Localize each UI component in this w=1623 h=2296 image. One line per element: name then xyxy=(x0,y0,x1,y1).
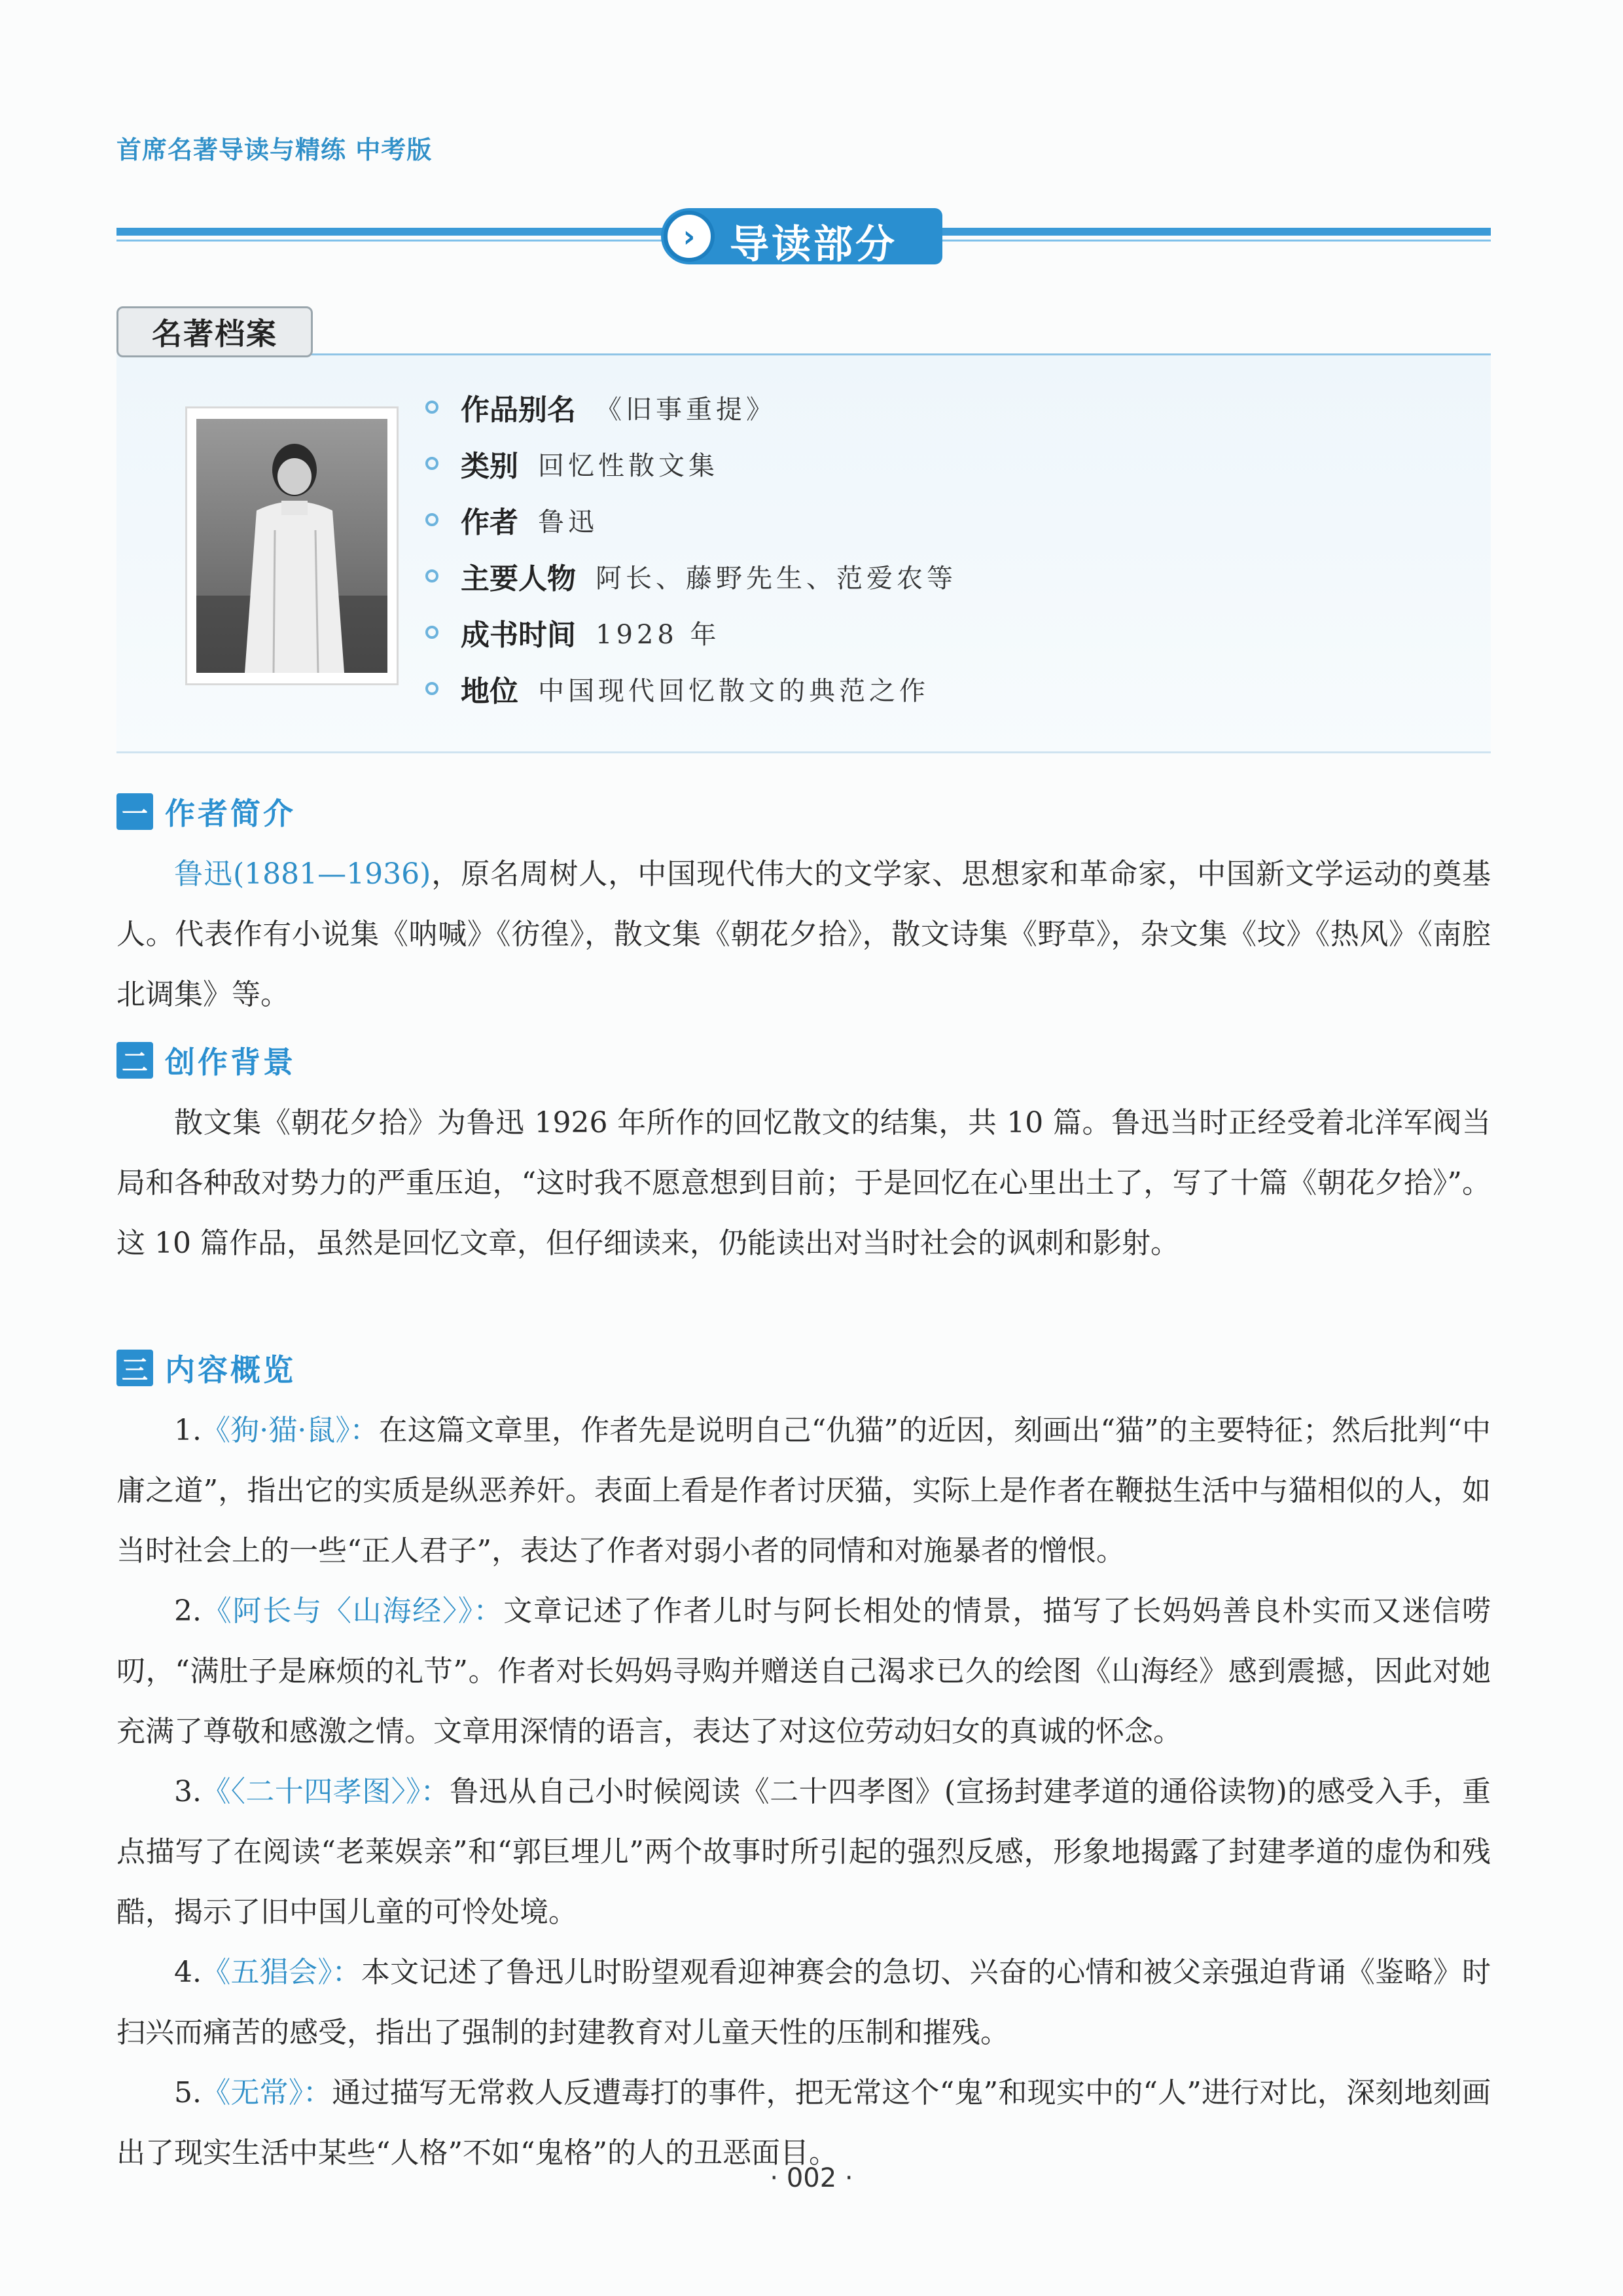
profile-value: 《旧事重提》 xyxy=(596,394,776,425)
author-name-highlight: 鲁迅(1881—1936) xyxy=(174,857,431,891)
bullet-icon xyxy=(425,401,438,414)
item-number: 4. xyxy=(174,1956,202,1989)
profile-label: 主要人物 xyxy=(461,562,576,596)
item-title: 《〈二十四孝图〉》： xyxy=(201,1775,450,1808)
section-number: 一 xyxy=(116,793,153,830)
section-number: 三 xyxy=(116,1350,153,1386)
profile-value: 鲁迅 xyxy=(538,507,598,537)
list-item xyxy=(116,1762,1491,1943)
archive-rule xyxy=(308,353,1491,355)
list-item xyxy=(116,1943,1491,2063)
section-number: 二 xyxy=(116,1042,153,1079)
profile-label: 类别 xyxy=(461,450,518,483)
profile-row xyxy=(425,550,957,602)
archive-tag: 名著档案 xyxy=(116,306,313,357)
profile-value: 1928 年 xyxy=(596,619,721,650)
profile-value: 阿长、藤野先生、范爱农等 xyxy=(596,563,957,594)
profile-label: 地位 xyxy=(461,675,518,708)
banner-title: 导读部分 xyxy=(730,222,897,268)
list-item xyxy=(116,1401,1491,1581)
bullet-icon xyxy=(425,626,438,639)
profile-value: 回忆性散文集 xyxy=(538,450,719,481)
background-paragraph: 散文集《朝花夕拾》为鲁迅 1926 年所作的回忆散文的结集，共 10 篇。鲁迅当时正经受着北洋军阀当局和各种敌对势力的严重压迫，“这时我不愿意想到目前；于是回忆在心里出土了，写了十篇《朝花夕拾》”。这 10 篇作品，虽然是回忆文章，但仔细读来，仍能读出对当时社会的讽刺和影射。 xyxy=(116,1106,1491,1260)
item-text: 本文记述了鲁迅儿时盼望观看迎神赛会的急切、兴奋的心情和被父亲强迫背诵《鉴略》时扫兴而痛苦的感受，指出了强制的封建教育对儿童天性的压制和摧残。 xyxy=(116,1956,1491,2049)
profile-label: 成书时间 xyxy=(461,619,576,652)
section-title: 作者简介 xyxy=(165,796,296,831)
profile-row xyxy=(425,381,776,433)
content-overview xyxy=(116,1401,1491,2183)
item-number: 1. xyxy=(174,1414,202,1447)
profile-row xyxy=(425,437,719,490)
profile-row xyxy=(425,493,598,546)
profile-row xyxy=(425,662,929,715)
item-title: 《阿长与〈山海经〉》： xyxy=(201,1594,504,1628)
author-intro-paragraph xyxy=(116,844,1491,1025)
item-number: 3. xyxy=(174,1775,202,1808)
item-text: 文章记述了作者儿时与阿长相处的情景，描写了长妈妈善良朴实而又迷信唠叨，“满肚子是麻烦的礼节”。作者对长妈妈寻购并赠送自己渴求已久的绘图《山海经》感到震撼，因此对她充满了尊敬和感激之情。文章用深情的语言，表达了对这位劳动妇女的真诚的怀念。 xyxy=(116,1594,1491,1748)
profile-value: 中国现代回忆散文的典范之作 xyxy=(538,675,929,706)
item-number: 2. xyxy=(174,1594,202,1628)
item-text: 通过描写无常救人反遭毒打的事件，把无常这个“鬼”和现实中的“人”进行对比，深刻地刻画出了现实生活中某些“人格”不如“鬼格”的人的丑恶面目。 xyxy=(116,2076,1491,2170)
section-title: 创作背景 xyxy=(165,1045,296,1080)
item-text: 在这篇文章里，作者先是说明自己“仇猫”的近因，刻画出“猫”的主要特征；然后批判“中庸之道”，指出它的实质是纵恶养奸。表面上看是作者讨厌猫，实际上是作者在鞭挞生活中与猫相似的人，如当时社会上的一些“正人君子”，表达了作者对弱小者的同情和对施暴者的憎恨。 xyxy=(116,1414,1491,1568)
author-portrait xyxy=(196,419,387,673)
profile-label: 作者 xyxy=(461,506,518,539)
section-heading xyxy=(116,791,296,833)
list-item xyxy=(116,1581,1491,1762)
item-text: 鲁迅从自己小时候阅读《二十四孝图》(宣扬封建孝道的通俗读物)的感受入手，重点描写了在阅读“老莱娱亲”和“郭巨埋儿”两个故事时所引起的强烈反感，形象地揭露了封建孝道的虚伪和残酷，揭示了旧中国儿童的可怜处境。 xyxy=(116,1775,1491,1929)
section-heading xyxy=(116,1039,296,1081)
profile-label: 作品别名 xyxy=(461,393,576,427)
bullet-icon xyxy=(425,457,438,470)
bullet-icon xyxy=(425,569,438,583)
item-number: 5. xyxy=(174,2076,202,2109)
author-intro-text: ，原名周树人，中国现代伟大的文学家、思想家和革命家，中国新文学运动的奠基人。代表作有小说集《呐喊》《彷徨》，散文集《朝花夕拾》，散文诗集《野草》，杂文集《坟》《热风》《南腔北调集》等。 xyxy=(116,857,1491,1011)
item-title: 《五猖会》： xyxy=(201,1956,361,1989)
section-heading xyxy=(116,1347,296,1389)
chevron-right-icon: › xyxy=(664,211,715,262)
page-number: · 002 · xyxy=(770,2163,853,2193)
item-title: 《无常》： xyxy=(201,2076,332,2109)
archive-rule-bottom xyxy=(116,751,1491,753)
running-head: 首席名著导读与精练 中考版 xyxy=(116,135,433,164)
bullet-icon xyxy=(425,513,438,526)
profile-row xyxy=(425,606,721,658)
bullet-icon xyxy=(425,682,438,695)
item-title: 《狗·猫·鼠》： xyxy=(201,1414,379,1447)
section-title: 内容概览 xyxy=(165,1352,296,1388)
